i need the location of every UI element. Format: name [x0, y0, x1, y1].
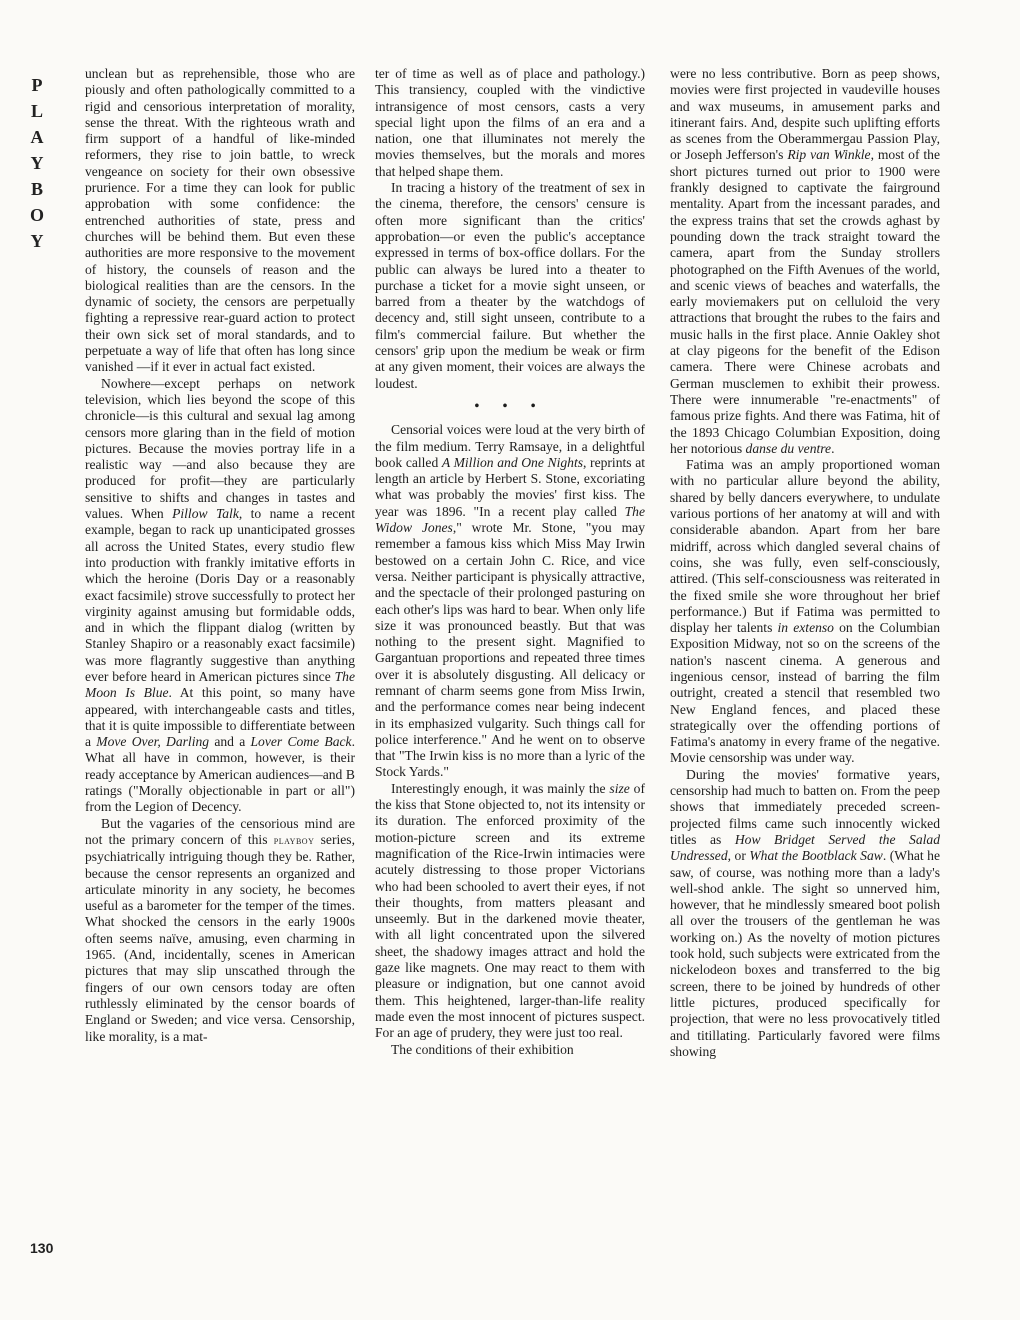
- column-1: [85, 66, 355, 1045]
- paragraph: Nowhere—except perhaps on network television, which lies beyond the scope of this chronicle—is this cultural and sexual lag among censors more glaring than in the field of motion pictures. Because the movies portray life in a realistic way —and also because they are produced for profit—they are particularly sensitive to shifts and changes in tastes and values. When Pillow Talk, to name a recent example, began to rack up unanticipated grosses all across the United States, every studio flew into production with frankly imitative efforts in which the heroine (Doris Day or a reasonably exact facsimile) strove successfully to protect her virginity against amusing but formidable odds, and in which the flippant dialog (written by Stanley Shapiro or a reasonably exact facsimile) was more flagrantly suggestive than anything ever before heard in American pictures since The Moon Is Blue. At this point, so many have appeared, with interchangeable casts and titles, that it is quite impossible to differentiate between a Move Over, Darling and a Lover Come Back. What all have in common, however, is their ready acceptance by American audiences—and B ratings ("Morally objectionable in part or all") from the Legion of Decency.: [85, 375, 355, 815]
- page-number: 130: [30, 1240, 54, 1256]
- paragraph: Censorial voices were loud at the very birth of the film medium. Terry Ramsaye, in a delightful book called A Million and One Nights, reprints at length an article by Herbert S. Stone, excoriating what was probably the movies' first kiss. The year was 1896. "In a recent play called The Widow Jones," wrote Mr. Stone, "you may remember a famous kiss which Miss May Irwin bestowed on a certain John C. Rice, and vice versa. Neither participant is physically attractive, and the spectacle of their prolonged pasturing on each other's lips was hard to bear. When only life size it was pronounced beastly. But that was nothing to the present sight. Magnified to Gargantuan proportions and repeated three times over it is absolutely disgusting. All delicacy or remnant of charm seems gone from Miss Irwin, and the performance comes near being indecent in its emphasized vulgarity. Such things call for police interference." And he went on to observe that "The Irwin kiss is no more than a lyric of the Stock Yards.": [375, 422, 645, 780]
- paragraph: During the movies' formative years, censorship had much to batten on. From the peep shows that immediately preceded screen-projected films came such innocently wicked titles as How Bridget Served the Salad Undressed, or What the Bootblack Saw. (What he saw, of course, was nothing more than a lady's well-shod ankle. The sight so unnerved him, however, that he mindlessly smeared boot polish all over the trousers of the gentleman he was working on.) As the novelty of motion pictures took hold, such subjects were extricated from the nickelodeon boxes and transferred to the big screen, there to be joined by hundreds of other little pictures, produced specifically for projection, that were no less provocatively titled and titillating. Particularly favored were films showing: [670, 766, 940, 1059]
- paragraph: But the vagaries of the censorious mind are not the primary concern of this playboy series, psychiatrically intriguing though they be. Rather, because the censor represents an organized and articulate minority in any society, he becomes useful as a barometer for the temper of the times. What shocked the censors in the early 1900s often seems naïve, amusing, even charming in 1965. (And, incidentally, scenes in American pictures that may slip unscathed through the fingers of our own censors today are often ruthlessly eliminated by the censor boards of England or Sweden; and vice versa. Censorship, like morality, is a mat-: [85, 815, 355, 1044]
- section-separator: • • •: [474, 397, 546, 413]
- paragraph: In tracing a history of the treatment of sex in the cinema, therefore, the censors' censure is often more significant than the critics' approbation—or even the public's acceptance expressed in terms of box-office dollars. For the public can always be lured into a theater to purchase a ticket for a movie sight unseen, or barred from a theater by the watchdogs of decency and, still sight unseen, contribute to a film's commercial failure. But whether the censors' grip upon the medium be weak or firm at any given moment, their voices are always the loudest.: [375, 180, 645, 391]
- masthead: P L A Y B O Y: [29, 75, 44, 251]
- paragraph: The conditions of their exhibition: [391, 1041, 574, 1057]
- paragraph: Fatima was an amply proportioned woman with no particular allure beyond the ability, shared by belly dancers everywhere, to undulate various portions of her anatomy at will and with considerable abandon. Apart from her bare midriff, across which dangled several chains of coins, she was fully, even self-consciously, attired. (This self-consciousness was reiterated in the fixed smile she wore throughout her brief performance.) But if Fatima was permitted to display her talents in extenso on the Columbian Exposition Midway, not so on the screens of the nation's nascent cinema. A generous and ingenious censor, instead of barring the film outright, created a stencil that resembled two New England fences, and placed these strategically over the offending portions of Fatima's anatomy in every frame of the negative. Movie censorship was under way.: [670, 457, 940, 766]
- paragraph: Interestingly enough, it was mainly the size of the kiss that Stone objected to, not its intensity or its duration. The enforced proximity of the motion-picture screen and its extreme magnification of the Rice-Irwin intimacies were acutely distressing to those proper Victorians who had been schooled to avert their eyes, if not their thoughts, from matters pleasant and unseemly. But in the darkened movie theater, with all light concentrated upon the silvered sheet, the shadowy images attract and hold the gaze like magnets. One may react to them with pleasure or indignation, but one cannot avoid them. This heightened, larger-than-life reality made even the most innocent of pictures suspect. For an age of prudery, they were just too real.: [375, 780, 645, 1041]
- paragraph: ter of time as well as of place and pathology.) This transiency, coupled with the vindictive intransigence of most censors, casts a very special light upon the films of an era and a nation, one that illuminates not merely the movies themselves, but the morals and mores that helped shape them.: [375, 66, 645, 179]
- column-3: [670, 66, 940, 1060]
- column-2: [375, 66, 645, 1058]
- paragraph: were no less contributive. Born as peep shows, movies were first projected in vaudeville houses and wax museums, in amusement parks and itinerant fairs. And, despite such uplifting efforts as scenes from the Oberammergau Passion Play, or Joseph Jefferson's Rip van Winkle, most of the short pictures turned out prior to 1900 were frankly designed to captivate the fairground mentality. Apart from the incessant parades, and the express trains that set the crowds aghast by pounding down the track straight toward the camera, apart from the Sunday strollers photographed on the Fifth Avenues of the world, and scenic views of beaches and waterfalls, the early moviemakers put on celluloid the very attractions that brought the rubes to the fairs and music halls in the first place. Annie Oakley shot at clay pigeons for the benefit of the Edison camera. There were Chinese acrobats and German musclemen to exhibit their prowess. There were innumerable "re-enactments" of famous prize fights. And there was Fatima, hit of the 1893 Chicago Columbian Exposition, doing her notorious danse du ventre.: [670, 66, 940, 456]
- paragraph: unclean but as reprehensible, those who are piously and often pathologically committed to a rigid and censorious interpretation of morality, sense the threat. With the righteous wrath and firm support of a handful of like-minded reformers, they rise to join battle, to wreck vengeance on society for their own obsessive prurience. For a time they can look for public approbation with some confidence: the entrenched authorities of state, press and churches will be behind them. But even these authorities are more responsive to the movement of history, the counsels of reason and the biological realities than are the censors. In the dynamic of society, the censors are perpetually fighting a repressive rear-guard action to protect their own sick set of moral standards, and to perpetuate a way of life that often has long since vanished —if it ever in actual fact existed.: [85, 66, 355, 375]
